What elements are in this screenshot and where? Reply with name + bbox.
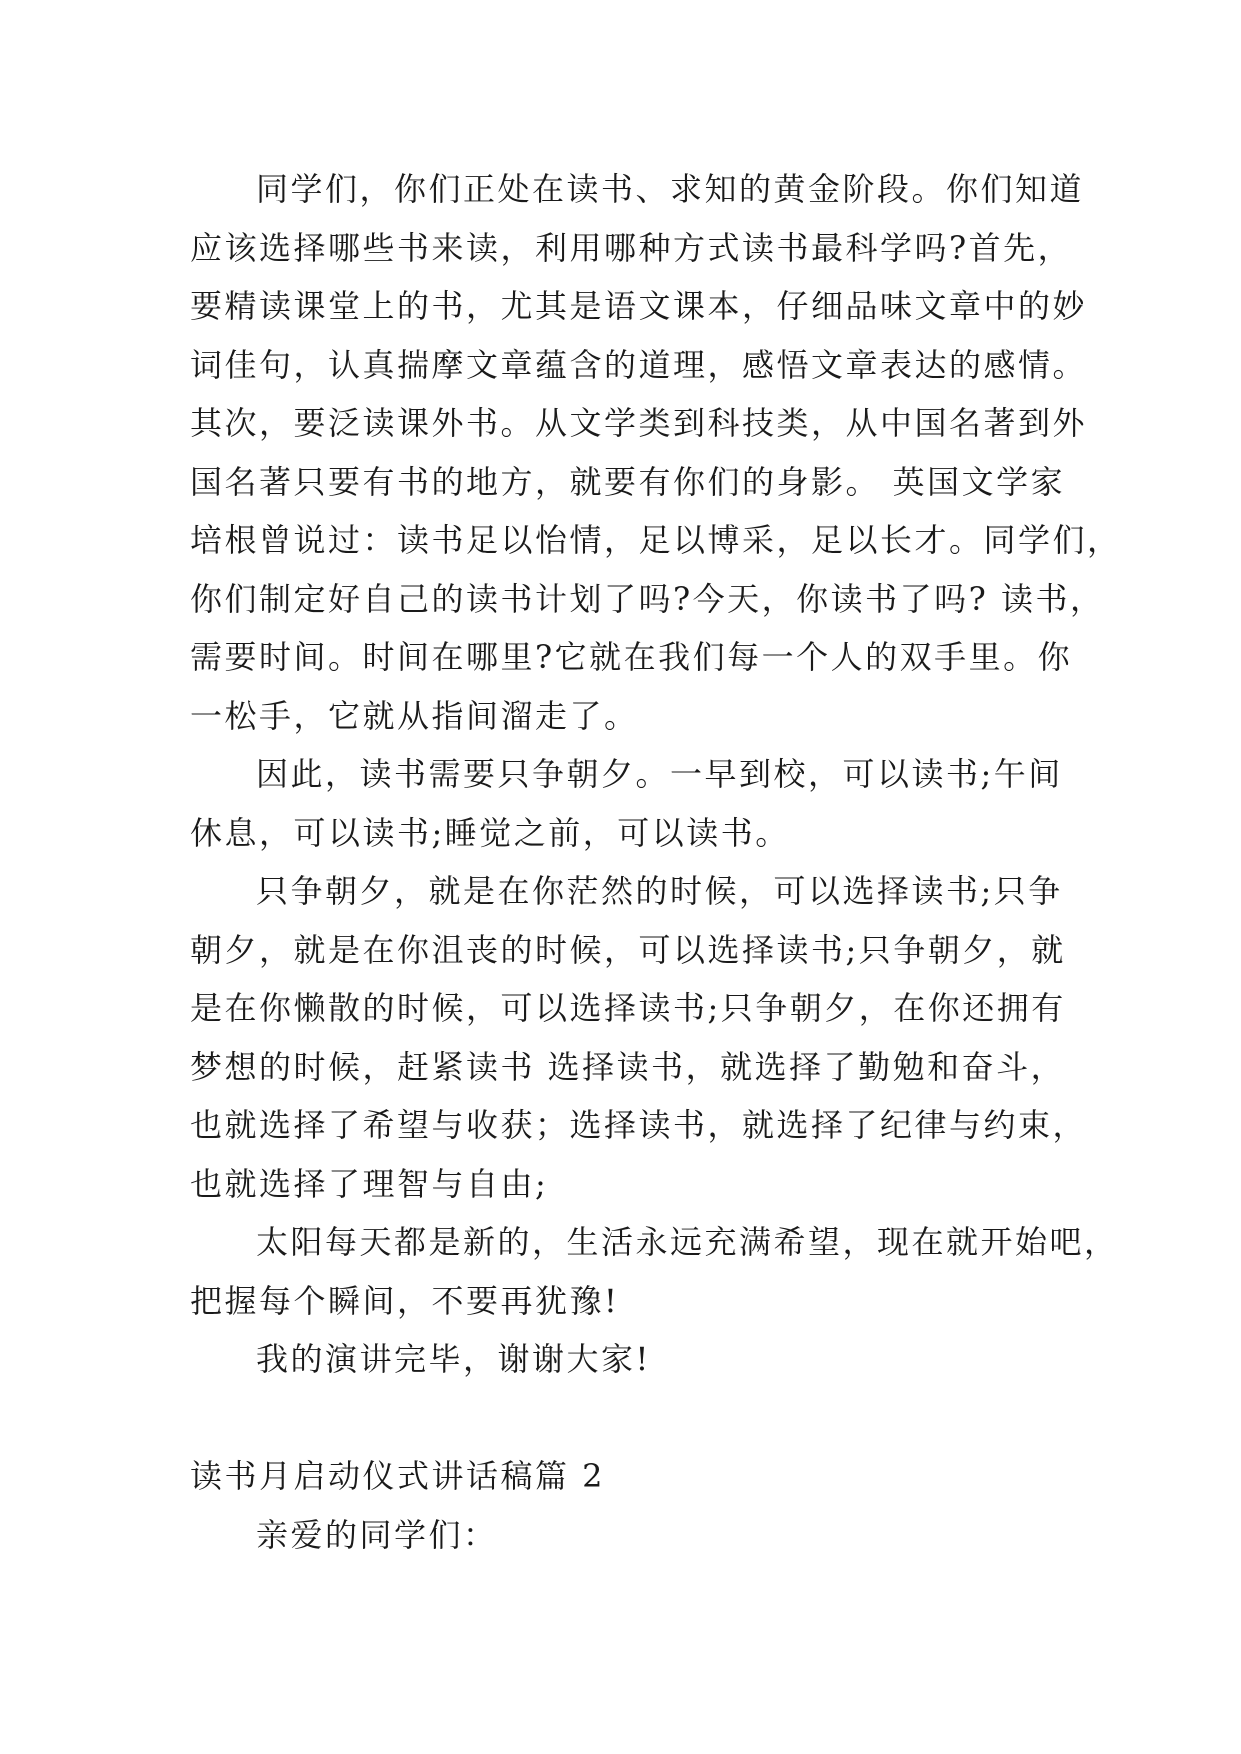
section-title: 读书月启动仪式讲话稿篇 2 [190,1457,606,1495]
document-body [190,160,1122,1564]
paragraph-line: 太阳每天都是新的，生活永远充满希望，现在就开始吧， [256,1223,1119,1261]
paragraph-line: 需要时间。时间在哪里?它就在我们每一个人的双手里。你 [190,638,1073,676]
paragraph-line: 梦想的时候，赶紧读书 选择读书，就选择了勤勉和奋斗， [190,1047,1066,1086]
paragraph-line: 把握每个瞬间，不要再犹豫! [190,1281,620,1320]
paragraph-line: 应该选择哪些书来读，利用哪种方式读书最科学吗?首先， [190,228,1073,267]
paragraph-line: 培根曾说过：读书足以怡情，足以博采，足以长才。同学们， [190,521,1122,559]
paragraph-line: 其次，要泛读课外书。从文学类到科技类，从中国名著到外 [190,404,1088,442]
paragraph-line: 国名著只要有书的地方，就要有你们的身影。 英国文学家 [190,462,1066,501]
paragraph-line: 要精读课堂上的书，尤其是语文课本，仔细品味文章中的妙 [190,287,1088,325]
blank-line [190,1389,1070,1448]
greeting-line: 亲爱的同学们： [256,1515,498,1554]
paragraph-line: 是在你懒散的时候，可以选择读书;只争朝夕，在你还拥有 [190,989,1066,1027]
paragraph-line: 同学们，你们正处在读书、求知的黄金阶段。你们知道 [256,170,1085,208]
paragraph-line: 一松手，它就从指间溜走了。 [190,696,639,735]
paragraph-line: 你们制定好自己的读书计划了吗?今天，你读书了吗? 读书， [190,579,1105,618]
paragraph-line: 也就选择了理智与自由; [190,1164,549,1203]
closing-line: 我的演讲完毕，谢谢大家! [256,1340,651,1378]
paragraph-line: 休息，可以读书;睡觉之前，可以读书。 [190,813,790,852]
paragraph-line: 只争朝夕，就是在你茫然的时候，可以选择读书;只争 [256,872,1063,910]
paragraph-line: 朝夕，就是在你沮丧的时候，可以选择读书;只争朝夕，就 [190,930,1066,969]
paragraph-line: 也就选择了希望与收获；选择读书，就选择了纪律与约束， [190,1106,1088,1144]
paragraph-line: 词佳句，认真揣摩文章蕴含的道理，感悟文章表达的感情。 [190,345,1088,384]
paragraph-line: 因此，读书需要只争朝夕。一早到校，可以读书;午间 [256,755,1063,793]
